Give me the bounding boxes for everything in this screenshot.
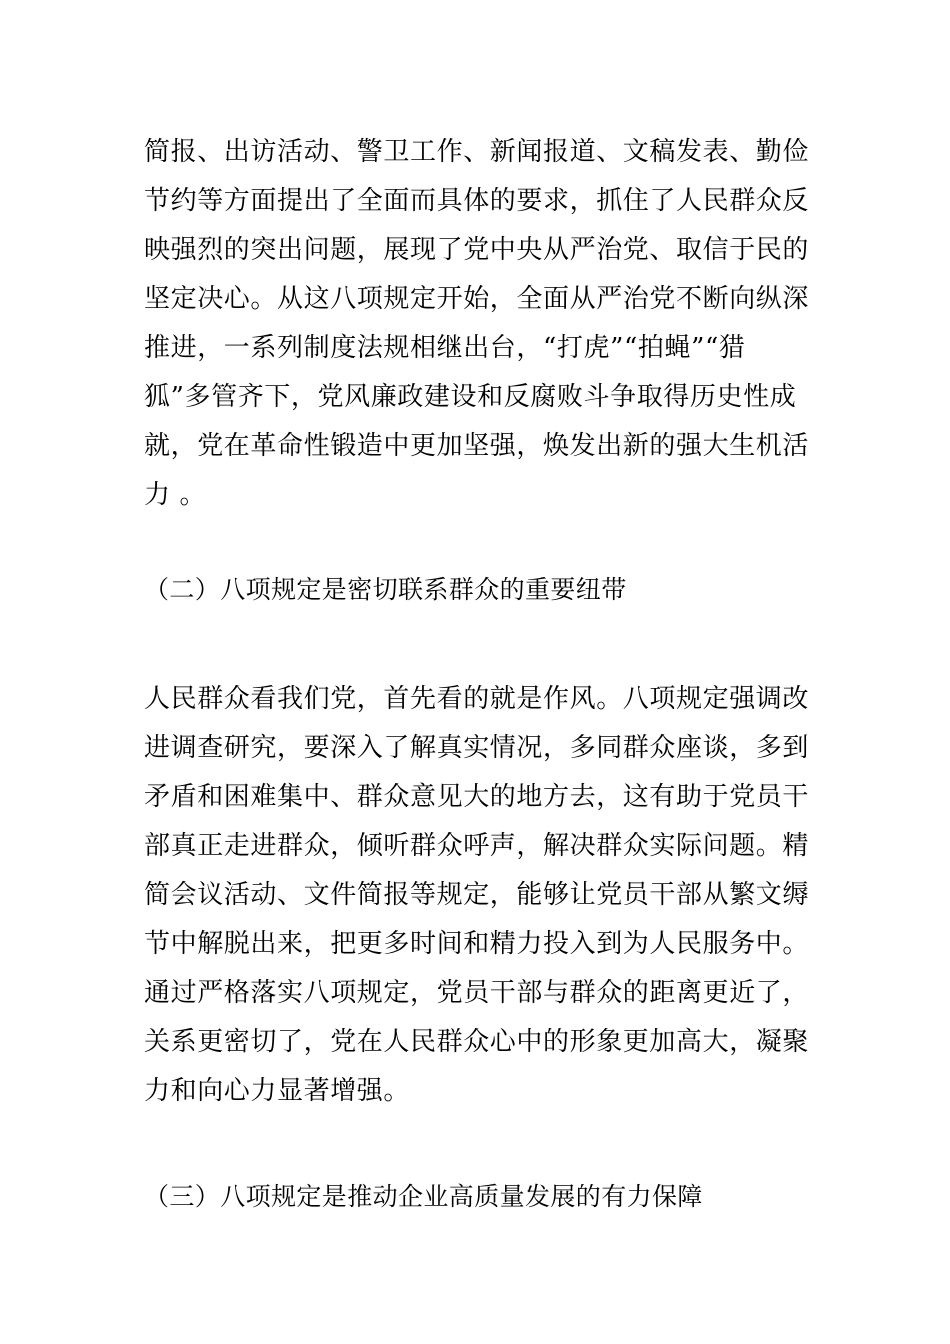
paragraph-line: 部真正走进群众，倾听群众呼声，解决群众实际问题。精	[144, 831, 810, 861]
paragraph-line: 矛盾和困难集中、群众意见大的地方去，这有助于党员干	[144, 782, 810, 812]
paragraph-line: 节约等方面提出了全面而具体的要求，抓住了人民群众反	[144, 186, 810, 216]
paragraph-line: 关系更密切了，党在人民群众心中的形象更加高大，凝聚	[144, 1027, 810, 1057]
paragraph-line: 坚定决心。从这八项规定开始，全面从严治党不断向纵深	[144, 284, 810, 314]
paragraph-line: 推进，一系列制度法规相继出台，“打虎”“拍蝇”“猎	[144, 333, 746, 363]
paragraph-line: 就，党在革命性锻造中更加坚强，焕发出新的强大生机活	[144, 431, 810, 461]
paragraph-line: 通过严格落实八项规定，党员干部与群众的距离更近了，	[144, 978, 810, 1008]
section-heading-2: （二）八项规定是密切联系群众的重要纽带	[144, 575, 627, 604]
paragraph-line: 狐”多管齐下，党风廉政建设和反腐败斗争取得历史性成	[144, 382, 797, 412]
paragraph-line: 映强烈的突出问题，展现了党中央从严治党、取信于民的	[144, 235, 810, 265]
paragraph-line: 节中解脱出来，把更多时间和精力投入到为人民服务中。	[144, 929, 810, 959]
paragraph-line: 进调查研究，要深入了解真实情况，多同群众座谈，多到	[144, 733, 810, 763]
paragraph-line: 简报、出访活动、警卫工作、新闻报道、文稿发表、勤俭	[144, 137, 810, 167]
paragraph-line: 力和向心力显著增强。	[144, 1076, 411, 1106]
paragraph-line: 人民群众看我们党，首先看的就是作风。八项规定强调改	[144, 684, 810, 714]
section-heading-3: （三）八项规定是推动企业高质量发展的有力保障	[144, 1182, 703, 1211]
paragraph-line: 简会议活动、文件简报等规定，能够让党员干部从繁文缛	[144, 880, 810, 910]
paragraph-line: 力 。	[144, 480, 207, 510]
